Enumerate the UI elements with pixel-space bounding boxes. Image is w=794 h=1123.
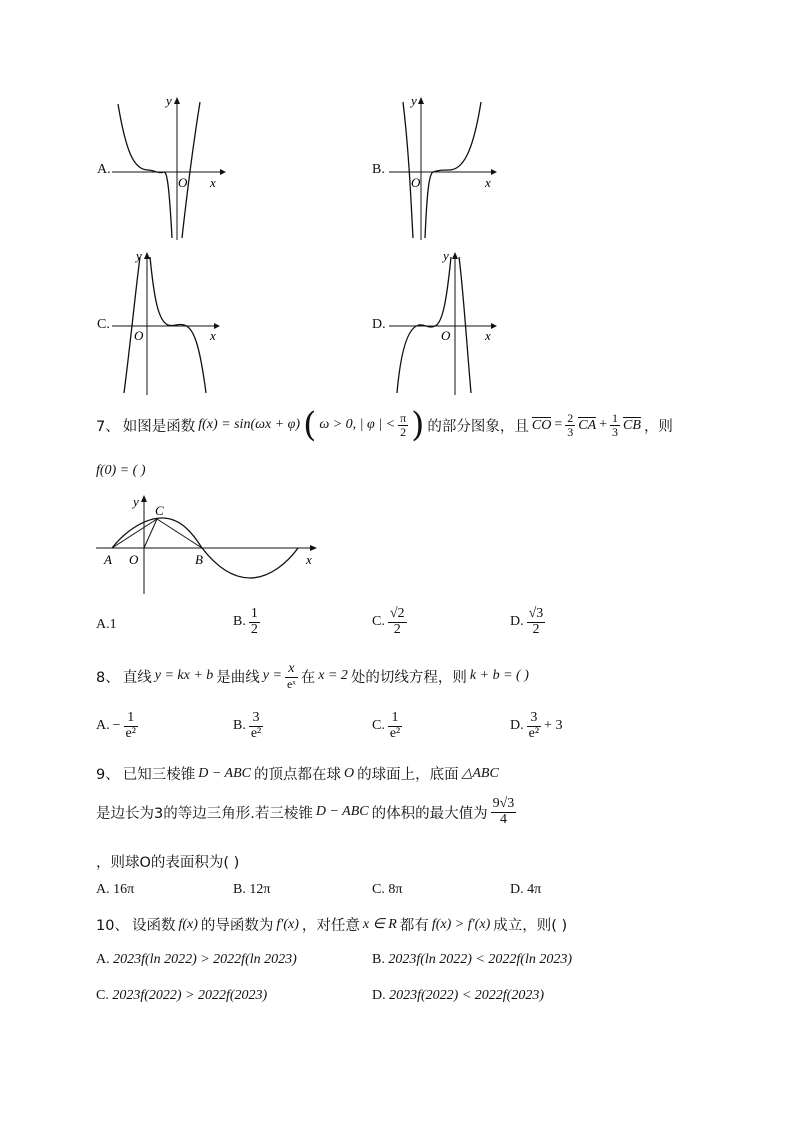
q10-text: 都有 <box>399 918 429 934</box>
q10-domain: x ∈ R <box>362 917 397 932</box>
q9-ball: O <box>343 765 355 781</box>
q7-ask: f(0) = ( ) <box>96 463 146 478</box>
q8-point: x = 2 <box>318 668 348 684</box>
q7-text: 的部分图象，且 <box>427 418 529 435</box>
origin-label: O <box>411 175 421 190</box>
curve-right <box>459 257 471 393</box>
point-b-label: B <box>195 552 203 567</box>
q7-pi-over-2: $\frac{\pi}{2}$ <box>400 410 407 439</box>
q8-line: y = kx + b <box>154 668 214 684</box>
x-axis-arrow-icon <box>310 545 317 551</box>
q7-plus: + <box>599 417 608 432</box>
graph-option-c <box>108 247 228 399</box>
y-axis-arrow-icon <box>452 252 458 259</box>
q7-figure <box>92 492 324 598</box>
q10-text: ，对任意 <box>301 918 360 934</box>
origin-label: O <box>134 328 144 343</box>
x-axis-arrow-icon <box>491 169 497 175</box>
q9-pyramid: D − ABC <box>198 765 251 781</box>
q7-coef-2-3: $\frac{2}{3}$ <box>567 410 574 439</box>
q8-option-c[interactable]: C. $\frac{1}{\text{e²}}$ <box>372 710 401 741</box>
y-axis-label: y <box>133 494 139 509</box>
q9-text: 的顶点都在球 <box>253 767 341 783</box>
y-axis-label: y <box>443 248 449 263</box>
graph-option-a-label: A. <box>97 162 111 177</box>
q7-vector-ca: CA <box>578 417 597 433</box>
y-axis-arrow-icon <box>174 97 180 104</box>
q8-curve-lhs: y = <box>262 668 282 684</box>
q9-number: 9、 <box>96 767 120 783</box>
y-axis-label: y <box>166 93 172 108</box>
q9-pyramid: D − ABC <box>315 804 369 820</box>
curve-right <box>182 102 200 238</box>
x-axis-label: x <box>210 328 216 343</box>
q10-option-d[interactable]: D. 2023f(2022) < 2022f(2023) <box>372 988 544 1003</box>
q10-option-b[interactable]: B. 2023f(ln 2022) < 2022f(ln 2023) <box>372 952 572 967</box>
q9-stem-line2 <box>96 797 516 827</box>
q10-inequality: f(x) > f′(x) <box>431 916 491 932</box>
curve-left <box>118 104 172 238</box>
x-axis-label: x <box>485 328 491 343</box>
q10-option-a[interactable]: A. 2023f(ln 2022) > 2022f(ln 2023) <box>96 952 297 967</box>
q10-function: f(x) <box>178 916 198 932</box>
curve-left <box>403 102 413 238</box>
q8-text: 直线 <box>122 669 152 686</box>
q7-vector-co: CO <box>531 417 552 433</box>
q8-text: 处的切线方程，则 <box>350 669 467 686</box>
q10-stem <box>96 914 567 935</box>
q7-coef-1-3: $\frac{1}{3}$ <box>612 410 619 439</box>
q10-text: 设函数 <box>131 918 176 934</box>
q7-left-paren: ( <box>303 405 317 445</box>
q10-option-c[interactable]: C. 2023f(2022) > 2022f(2023) <box>96 988 268 1003</box>
curve-left <box>397 257 451 393</box>
q7-option-b[interactable]: B. $\frac{1}{2}$ <box>233 606 258 637</box>
q7-stem <box>96 405 673 445</box>
q9-text: 已知三棱锥 <box>122 767 196 783</box>
curve-left <box>124 257 140 393</box>
point-c-label: C <box>155 503 164 518</box>
graph-option-c-label: C. <box>97 317 110 332</box>
q9-volume-frac: $\frac{9√3}{4}$ <box>492 796 515 827</box>
q8-option-a[interactable]: A. − $\frac{1}{\text{e²}}$ <box>96 710 136 741</box>
origin-label: O <box>129 552 139 567</box>
origin-label: O <box>441 328 451 343</box>
q8-text: 是曲线 <box>216 669 260 686</box>
q7-equals: = <box>554 417 563 432</box>
q8-ask: k + b = ( ) <box>469 668 529 684</box>
graph-option-a <box>108 92 228 244</box>
y-axis-arrow-icon <box>144 252 150 259</box>
graph-option-d-label: D. <box>372 317 386 332</box>
y-axis-label: y <box>411 93 417 108</box>
q7-vector-cb: CB <box>623 417 641 433</box>
graph-option-b <box>385 92 505 244</box>
q9-text: 的球面上，底面 <box>357 767 459 783</box>
x-axis-label: x <box>485 175 491 190</box>
q8-curve-frac: $\frac{x}{\text{eˣ}}$ <box>286 661 296 691</box>
point-a-label: A <box>104 552 112 567</box>
q7-number: 7、 <box>96 418 120 435</box>
q10-number: 10、 <box>96 918 129 934</box>
q8-option-d[interactable]: D. $\frac{3}{\text{e²}}$ + 3 <box>510 710 563 741</box>
q9-option-d[interactable]: D. 4π <box>510 882 542 897</box>
graph-option-d <box>385 247 505 399</box>
graph-option-b-label: B. <box>372 162 385 177</box>
q9-text: 是边长为3的等边三角形.若三棱锥 <box>96 805 313 822</box>
q9-option-b[interactable]: B. 12π <box>233 882 271 897</box>
origin-label: O <box>178 175 188 190</box>
x-axis-arrow-icon <box>491 323 497 329</box>
q7-option-a[interactable]: A.1 <box>96 617 117 632</box>
x-axis-arrow-icon <box>220 169 226 175</box>
curve-right <box>150 257 206 393</box>
q7-condition: ω > 0, | φ | < <box>319 417 396 432</box>
y-axis-arrow-icon <box>141 495 147 502</box>
q9-triangle: △ABC <box>461 766 499 781</box>
q8-text: 在 <box>300 669 316 686</box>
q10-text: 的导函数为 <box>200 918 274 934</box>
q9-option-a[interactable]: A. 16π <box>96 882 135 897</box>
q10-text: 成立，则( ) <box>493 918 568 934</box>
q8-stem <box>96 662 529 690</box>
q9-option-c[interactable]: C. 8π <box>372 882 403 897</box>
q9-text: 的体积的最大值为 <box>371 805 488 822</box>
curve-right <box>425 102 481 238</box>
x-axis-label: x <box>210 175 216 190</box>
q7-option-d[interactable]: D. $\frac{√3}{2}$ <box>510 606 544 637</box>
q7-function: f(x) = sin(ωx + φ) <box>198 417 301 432</box>
y-axis-label: y <box>136 248 142 263</box>
q9-stem-line3: ，则球O的表面积为( ) <box>96 855 240 871</box>
q7-text: ，则 <box>643 418 673 435</box>
q8-option-b[interactable]: B. $\frac{3}{\text{e²}}$ <box>233 710 262 741</box>
q10-derivative: f′(x) <box>276 916 299 932</box>
q7-right-paren: ) <box>411 405 425 445</box>
q8-number: 8、 <box>96 669 120 686</box>
x-axis-label: x <box>306 552 312 567</box>
q9-stem-line1 <box>96 763 499 784</box>
y-axis-arrow-icon <box>418 97 424 104</box>
q7-text: 如图是函数 <box>122 418 196 435</box>
q7-option-c[interactable]: C. $\frac{√2}{2}$ <box>372 606 405 637</box>
